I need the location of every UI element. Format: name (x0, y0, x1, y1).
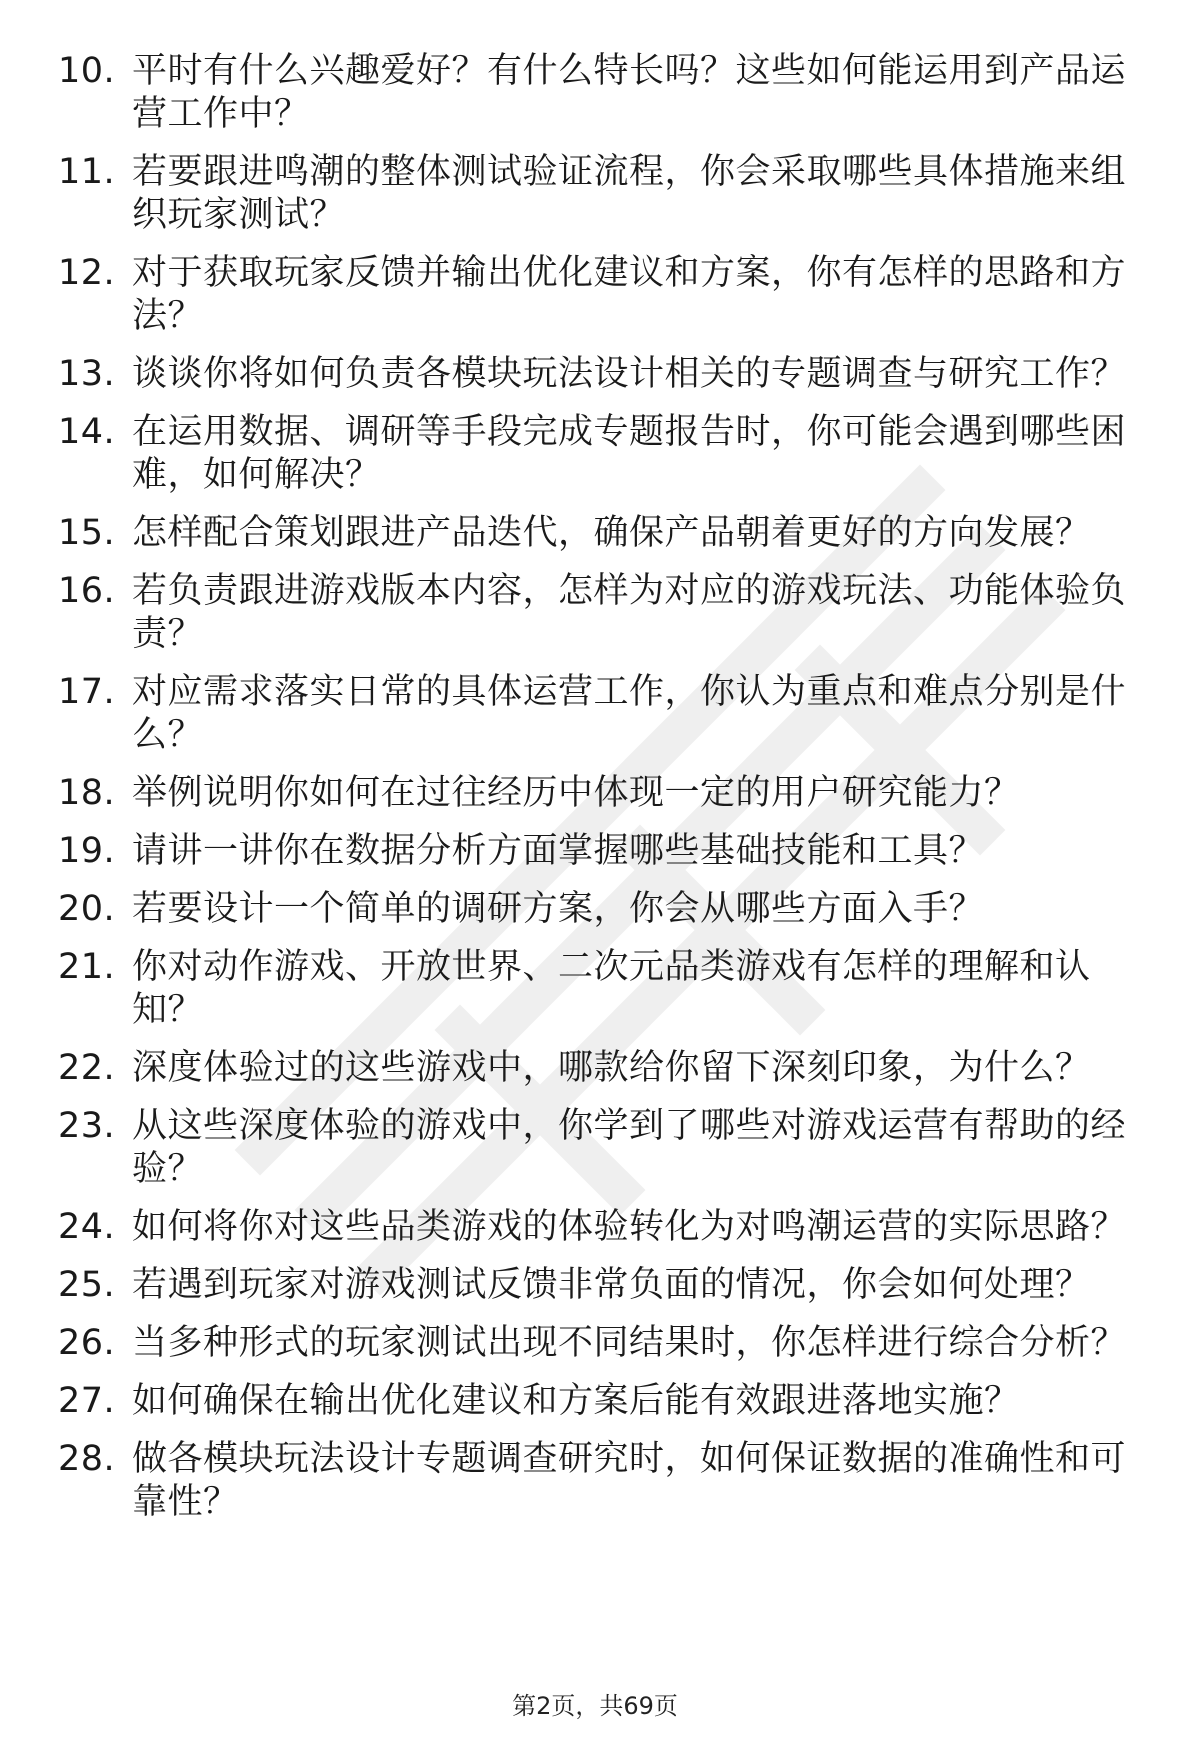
question-text: 平时有什么兴趣爱好？有什么特长吗？这些如何能运用到产品运营工作中？ (132, 51, 1127, 134)
page-number-footer: 第2页，共69页 (512, 1692, 678, 1720)
list-item (58, 1438, 1148, 1524)
question-number: 22. (58, 1048, 116, 1088)
question-number: 26. (58, 1323, 116, 1363)
list-item (58, 50, 1148, 136)
question-text: 你对动作游戏、开放世界、二次元品类游戏有怎样的理解和认知？ (132, 947, 1091, 1030)
question-text: 请讲一讲你在数据分析方面掌握哪些基础技能和工具？ (132, 831, 985, 871)
question-number: 17. (58, 672, 116, 712)
question-number: 23. (58, 1106, 116, 1146)
question-text: 如何确保在输出优化建议和方案后能有效跟进落地实施？ (132, 1381, 1020, 1421)
list-item (58, 1380, 1148, 1423)
question-number: 24. (58, 1207, 116, 1247)
question-text: 当多种形式的玩家测试出现不同结果时，你怎样进行综合分析？ (132, 1323, 1127, 1363)
question-text: 对于获取玩家反馈并输出优化建议和方案，你有怎样的思路和方法？ (132, 253, 1127, 336)
list-item (58, 772, 1148, 815)
question-text: 深度体验过的这些游戏中，哪款给你留下深刻印象，为什么？ (132, 1048, 1091, 1088)
question-text: 怎样配合策划跟进产品迭代，确保产品朝着更好的方向发展？ (132, 513, 1091, 553)
list-item (58, 830, 1148, 873)
question-text: 若遇到玩家对游戏测试反馈非常负面的情况，你会如何处理？ (132, 1265, 1091, 1305)
list-item (58, 671, 1148, 757)
question-text: 若负责跟进游戏版本内容，怎样为对应的游戏玩法、功能体验负责？ (132, 571, 1127, 654)
list-item (58, 1322, 1148, 1365)
question-number: 20. (58, 889, 116, 929)
question-number: 16. (58, 571, 116, 611)
question-number: 18. (58, 773, 116, 813)
list-item (58, 252, 1148, 338)
question-text: 若要设计一个简单的调研方案，你会从哪些方面入手？ (132, 889, 985, 929)
question-number: 19. (58, 831, 116, 871)
question-text: 若要跟进鸣潮的整体测试验证流程，你会采取哪些具体措施来组织玩家测试？ (132, 152, 1127, 235)
question-number: 12. (58, 253, 116, 293)
list-item (58, 946, 1148, 1032)
list-item (58, 512, 1148, 555)
question-list (58, 50, 1148, 1539)
question-text: 在运用数据、调研等手段完成专题报告时，你可能会遇到哪些困难，如何解决？ (132, 412, 1127, 495)
list-item (58, 1206, 1148, 1249)
question-number: 25. (58, 1265, 116, 1305)
list-item (58, 1264, 1148, 1307)
question-number: 27. (58, 1381, 116, 1421)
question-text: 如何将你对这些品类游戏的体验转化为对鸣潮运营的实际思路？ (132, 1207, 1127, 1247)
question-number: 21. (58, 947, 116, 987)
list-item (58, 151, 1148, 237)
list-item (58, 411, 1148, 497)
list-item (58, 570, 1148, 656)
question-number: 13. (58, 354, 116, 394)
question-text: 举例说明你如何在过往经历中体现一定的用户研究能力？ (132, 773, 1020, 813)
question-text: 对应需求落实日常的具体运营工作，你认为重点和难点分别是什么？ (132, 672, 1127, 755)
list-item (58, 888, 1148, 931)
question-number: 15. (58, 513, 116, 553)
question-text: 做各模块玩法设计专题调查研究时，如何保证数据的准确性和可靠性？ (132, 1439, 1127, 1522)
question-number: 14. (58, 412, 116, 452)
question-text: 从这些深度体验的游戏中，你学到了哪些对游戏运营有帮助的经验？ (132, 1106, 1127, 1189)
question-number: 28. (58, 1439, 116, 1479)
list-item (58, 1105, 1148, 1191)
question-number: 10. (58, 51, 116, 91)
question-text: 谈谈你将如何负责各模块玩法设计相关的专题调查与研究工作？ (132, 354, 1127, 394)
list-item (58, 353, 1148, 396)
list-item (58, 1047, 1148, 1090)
question-number: 11. (58, 152, 116, 192)
